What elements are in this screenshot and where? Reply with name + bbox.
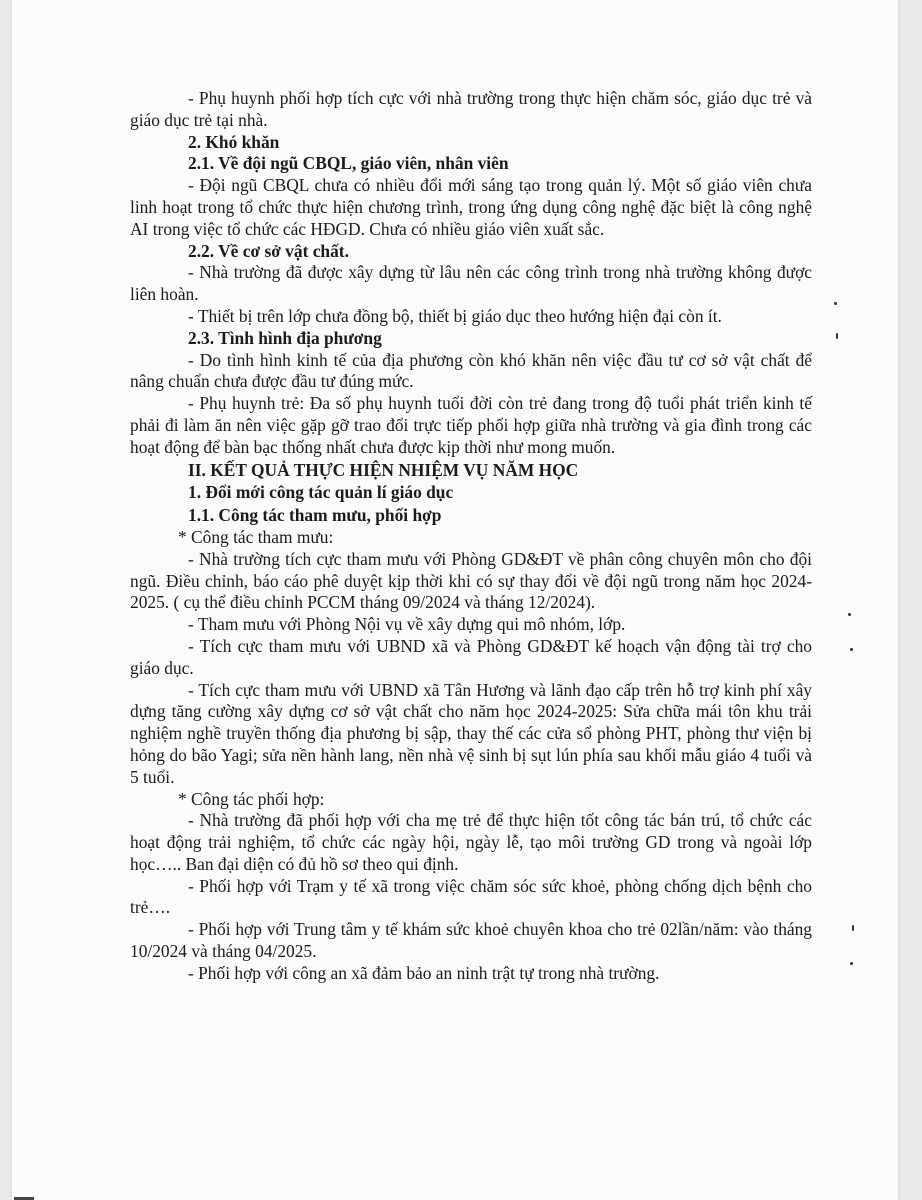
paragraph: - Phụ huynh trẻ: Đa số phụ huynh tuổi đời còn trẻ đang trong độ tuổi phát triển kinh tế phải đi làm ăn nên việc gặp gỡ trao đổi trực tiếp phối hợp giữa nhà trường và gia đình trong các hoạt động để bàn bạc thống nhất chưa được kịp thời như mong muốn. <box>130 393 812 457</box>
subsection-heading: 2.3. Tình hình địa phương <box>188 327 382 348</box>
scan-speck <box>848 613 851 616</box>
scan-speck <box>834 302 837 305</box>
paragraph: - Do tình hình kinh tế của địa phương còn khó khăn nên việc đầu tư cơ sở vật chất để nâng chuẩn chưa được đầu tư đúng mức. <box>130 349 812 392</box>
subsection-heading: 1.1. Công tác tham mưu, phối hợp <box>188 505 442 526</box>
paragraph: - Phụ huynh phối hợp tích cực với nhà trường trong thực hiện chăm sóc, giáo dục trẻ và giáo dục trẻ tại nhà. <box>130 88 812 130</box>
paragraph: * Công tác tham mưu: <box>178 526 334 547</box>
paragraph: - Nhà trường đã được xây dựng từ lâu nên các công trình trong nhà trường không được liên hoàn. <box>130 262 812 305</box>
scan-speck <box>836 333 838 339</box>
paragraph: - Phối hợp với công an xã đảm bảo an ninh trật tự trong nhà trường. <box>188 962 660 983</box>
paragraph: - Tích cực tham mưu với UBND xã và Phòng GD&ĐT kế hoạch vận động tài trợ cho giáo dục. <box>130 635 812 678</box>
scan-speck <box>850 962 853 965</box>
section-heading: 1. Đổi mới công tác quản lí giáo dục <box>188 482 454 503</box>
document-body <box>130 88 812 985</box>
paragraph: - Thiết bị trên lớp chưa đồng bộ, thiết bị giáo dục theo hướng hiện đại còn ít. <box>188 305 722 326</box>
paragraph: - Nhà trường tích cực tham mưu với Phòng GD&ĐT về phân công chuyên môn cho đội ngũ. Điều chỉnh, báo cáo phê duyệt kịp thời khi có sự thay đổi về đội ngũ trong năm học 2024-2025. ( cụ thể điều chỉnh PCCM tháng 09/2024 và tháng 12/2024). <box>130 548 812 613</box>
section-heading: 2. Khó khăn <box>188 131 280 152</box>
paragraph: - Nhà trường đã phối hợp với cha mẹ trẻ để thực hiện tốt công tác bán trú, tổ chức các hoạt động trải nghiệm, tổ chức các ngày hội, ngày lễ, tạo môi trường GD trong và ngoài lớp học….. Ban đại diện có đủ hồ sơ theo qui định. <box>130 810 812 874</box>
document-page <box>12 0 898 1200</box>
scan-speck <box>852 925 854 931</box>
paragraph: - Phối hợp với Trung tâm y tế khám sức khoẻ chuyên khoa cho trẻ 02lần/năm: vào tháng 10/2024 và tháng 04/2025. <box>130 919 812 962</box>
paragraph: - Tích cực tham mưu với UBND xã Tân Hương và lãnh đạo cấp trên hỗ trợ kinh phí xây dựng tăng cường xây dựng cơ sở vật chất cho năm học 2024-2025: Sửa chữa mái tôn khu trải nghiệm nghề truyền thống địa phương bị sập, thay thế các cửa sổ phòng PHT, phòng thư viện bị hỏng do bão Yagi; sửa nền hành lang, nền nhà vệ sinh bị sụt lún phía sau khối mẫu giáo 4 tuổi và 5 tuổi. <box>130 679 812 787</box>
paragraph: - Phối hợp với Trạm y tế xã trong việc chăm sóc sức khoẻ, phòng chống dịch bệnh cho trẻ…. <box>130 875 812 918</box>
paragraph: - Đội ngũ CBQL chưa có nhiều đổi mới sáng tạo trong quản lý. Một số giáo viên chưa linh hoạt trong tổ chức thực hiện chương trình, trong ứng dụng công nghệ đặc biệt là công nghệ AI trong việc tổ chức các HĐGD. Chưa có nhiều giáo viên xuất sắc. <box>130 175 812 239</box>
scan-speck <box>850 648 853 651</box>
paragraph: * Công tác phối hợp: <box>178 788 325 809</box>
chapter-heading: II. KẾT QUẢ THỰC HIỆN NHIỆM VỤ NĂM HỌC <box>188 459 579 480</box>
subsection-heading: 2.2. Về cơ sở vật chất. <box>188 240 349 261</box>
paragraph: - Tham mưu với Phòng Nội vụ về xây dựng qui mô nhóm, lớp. <box>188 614 626 635</box>
subsection-heading: 2.1. Về đội ngũ CBQL, giáo viên, nhân viên <box>188 153 509 174</box>
